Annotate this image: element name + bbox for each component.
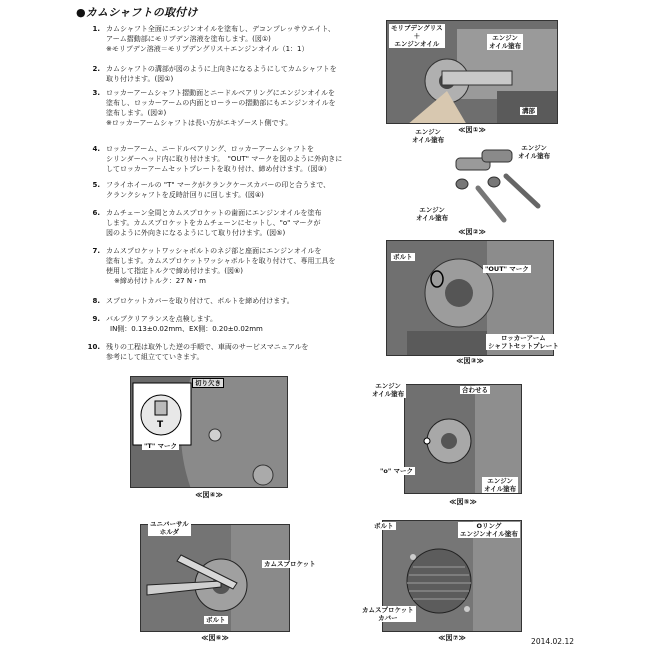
callout-engine-oil: エンジン オイル塗布 [372, 382, 405, 398]
step-line: 取り付けます。(図①) [106, 75, 174, 83]
step-line: カムシャフトの溝部が図のように上向きになるようにしてカムシャフトを [106, 65, 337, 73]
step-number: 3. [92, 89, 100, 97]
figure-1-caption: ≪図①≫ [458, 126, 486, 134]
step-line: してロッカーアームセットプレートを取り付け、締め付けます。（図③） [106, 165, 331, 173]
figure-2-caption: ≪図②≫ [458, 228, 486, 236]
flywheel-cover-illustration [131, 377, 288, 488]
step-line: クランクシャフトを反時計回りに回します。(図④) [106, 191, 264, 199]
figure-3-caption: ≪図③≫ [456, 357, 484, 365]
callout-sprocket-cover: カムスプロケット カバー [362, 606, 414, 622]
svg-text:T: T [157, 420, 164, 430]
step-number: 5. [92, 181, 100, 189]
figure-7-caption: ≪図⑦≫ [438, 634, 466, 642]
step-line: カムチェーン全周とカムスプロケットの歯面にエンジンオイルを塗布 [106, 209, 322, 217]
step-line: スプロケットカバーを取り付けて、ボルトを締め付けます。 [106, 297, 294, 305]
callout-bolt: ボルト [374, 522, 394, 530]
step-line: 塗布します。(図②) [106, 109, 167, 117]
callout-engine-oil: エンジン オイル塗布 [412, 128, 445, 144]
callout-groove: 溝部 [522, 107, 535, 115]
step-number: 6. [92, 209, 100, 217]
step-line: 図のように外向きになるようにして取り付けます。(図⑤) [106, 229, 286, 237]
step-note: ※モリブデン溶液＝モリブデングリス＋エンジンオイル（1：1） [106, 45, 309, 53]
step-note: ※ロッカーアームシャフトは長い方がエキゾースト側です。 [106, 119, 293, 127]
callout-set-plate: ロッカーアーム シャフトセットプレート [488, 334, 559, 350]
step-torque-note: ※締め付けトルク：27 N・m [114, 277, 206, 285]
step-number: 1. [92, 25, 100, 33]
step-line: ロッカーアーム、ニードルベアリング、ロッカーアームシャフトを [106, 145, 314, 153]
figure-4-caption: ≪図④≫ [195, 491, 223, 499]
step-line: ロッカーアームシャフト摺動面とニードルベアリングにエンジンオイルを [106, 89, 336, 97]
step-number: 10. [87, 343, 100, 351]
callout-out-mark: "OUT" マーク [485, 265, 529, 273]
figure-4-photo [130, 376, 288, 488]
callout-cam-sprocket: カムスプロケット [264, 560, 316, 568]
callout-engine-oil: エンジン オイル塗布 [484, 477, 517, 493]
figure-6-caption: ≪図⑥≫ [201, 634, 229, 642]
step-line: 参考にして組立てていきます。 [106, 353, 204, 361]
step-line: 塗布します。カムスプロケットワッシャボルトを取り付けて、専用工具を [106, 257, 336, 265]
document-date: 2014.02.12 [531, 637, 574, 646]
callout-engine-oil: エンジン オイル塗布 [518, 144, 551, 160]
callout-t-mark: "T" マーク [144, 442, 177, 450]
step-line: アーム摺動部にモリブデン溶液を塗布します。(図①) [106, 35, 271, 43]
page-title: ●カムシャフトの取付け [76, 6, 198, 19]
step-line: 塗布し、ロッカーアームの内面とローラーの摺動部にもエンジンオイルを [106, 99, 336, 107]
step-line: します。カムスプロケットをカムチェーンにセットし、"o" マークが [106, 219, 321, 227]
step-line: 使用して指定トルクで締め付けます。(図⑥) [106, 267, 244, 275]
callout-o-ring: Oリング エンジンオイル塗布 [460, 522, 518, 538]
valve-clearance-values: IN側：0.13±0.02mm、EX側：0.20±0.02mm [110, 325, 263, 333]
step-number: 2. [92, 65, 100, 73]
step-number: 7. [92, 247, 100, 255]
step-line: フライホイールの "T" マークがクランクケースカバーの印と合うまで、 [106, 181, 331, 189]
callout-align: 合わせる [462, 386, 488, 394]
step-line: カムシャフト全面にエンジンオイルを塗布し、デコンプレッサウエイト、 [106, 25, 335, 33]
callout-bolt: ボルト [206, 616, 226, 624]
figure-5-caption: ≪図⑤≫ [449, 498, 477, 506]
step-line: バルブクリアランスを点検します。 [106, 315, 218, 323]
callout-molybdenum-grease: モリブデングリス ＋ エンジンオイル [391, 24, 443, 48]
callout-o-mark: "o" マーク [380, 467, 414, 475]
step-line: 残りの工程は取外した逆の手順で、車両のサービスマニュアルを [106, 343, 309, 351]
callout-universal-holder: ユニバーサル ホルダ [150, 520, 189, 536]
callout-engine-oil: エンジン オイル塗布 [489, 34, 522, 50]
callout-bolt: ボルト [393, 253, 413, 261]
callout-notch: 切り欠き [192, 378, 224, 388]
step-number: 8. [92, 297, 100, 305]
step-line: カムスプロケットワッシャボルトのネジ部と座面にエンジンオイルを [106, 247, 322, 255]
step-number: 4. [92, 145, 100, 153]
step-number: 9. [92, 315, 100, 323]
callout-engine-oil: エンジン オイル塗布 [416, 206, 449, 222]
step-line: シリンダーヘッド内に取り付けます。 "OUT" マークを図のように外向きに [106, 155, 343, 163]
